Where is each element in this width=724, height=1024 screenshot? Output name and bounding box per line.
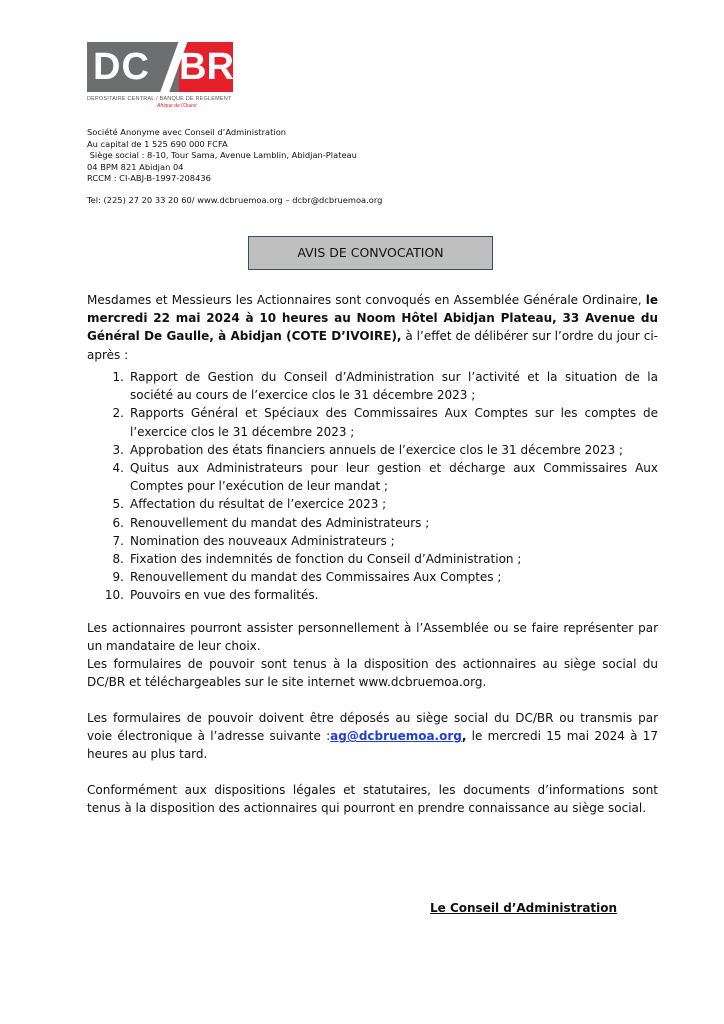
agenda-number: 8. [112,552,124,567]
agenda-number: 5. [112,497,124,512]
agenda-item [100,532,658,550]
company-logo [87,42,233,109]
logo-dc: DC [87,42,179,92]
agenda-number: 2. [112,406,124,421]
agenda-item [100,459,658,495]
agenda-number: 3. [112,442,124,457]
agenda-number: 9. [112,570,124,585]
agenda-item [100,441,658,459]
agenda-text: Approbation des états financiers annuels de l’exercice clos le 31 décembre 2023 ; [130,442,624,457]
logo-subtitle: DEPOSITAIRE CENTRAL / BANQUE DE REGLEMENT [87,96,232,102]
agenda-text: Renouvellement du mandat des Administrateurs ; [130,515,430,530]
email-link[interactable]: ag@dcbruemoa.org [330,729,462,744]
agenda-text: Fixation des indemnités de fonction du Conseil d’Administration ; [130,552,522,567]
agenda-number: 10. [104,588,124,603]
company-line: RCCM : CI-ABJ-B-1997-208436 [87,173,211,184]
agenda-list [100,368,658,605]
intro-text: Mesdames et Messieurs les Actionnaires sont convoqués en Assemblée Générale Ordinaire, [87,293,646,307]
agenda-text: Quitus aux Administrateurs pour leur gestion et décharge aux Commissaires Aux Comptes pour l’exécution de leur mandat ; [130,461,658,494]
company-info [87,127,357,185]
deposit-paragraph [87,709,658,764]
agenda-item [100,514,658,532]
documents-paragraph: Conformément aux dispositions légales et statutaires, les documents d’informations sont tenus à la disposition des actionnaires qui pourront en prendre connaissance au siège social. [87,783,658,816]
signature: Le Conseil d’Administration [430,901,618,915]
intro-text-end: à l’effet de délibérer sur l’ordre du jour ci-après : [87,329,658,362]
logo-mark [87,42,233,92]
notice-title: AVIS DE CONVOCATION [248,236,493,270]
forms-paragraph: Les formulaires de pouvoir sont tenus à la disposition des actionnaires au siège social du DC/BR et téléchargeables sur le site internet www.dcbruemoa.org. [87,657,658,690]
logo-br: BR [179,42,233,92]
agenda-item [100,404,658,440]
agenda-number: 7. [112,533,124,548]
agenda-text: Pouvoirs en vue des formalités. [130,588,319,603]
logo-region: Afrique de l'Ouest [157,103,197,109]
agenda-number: 4. [112,461,124,476]
company-line: Au capital de 1 525 690 000 FCFA [87,138,228,149]
agenda-number: 6. [112,515,124,530]
agenda-item [100,368,658,404]
agenda-text: Rapport de Gestion du Conseil d’Administration sur l’activité et la situation de la société au cours de l’exercice clos le 31 décembre 2023 ; [130,370,658,403]
agenda-item [100,586,658,604]
attendance-paragraph: Les actionnaires pourront assister personnellement à l’Assemblée ou se faire représenter par un mandataire de leur choix. [87,621,658,654]
company-line: Siège social : 8-10, Tour Sama, Avenue Lamblin, Abidjan-Plateau [87,150,357,161]
company-line: 04 BPM 821 Abidjan 04 [87,161,184,172]
company-line: Société Anonyme avec Conseil d’Administration [87,127,287,137]
agenda-text: Nomination des nouveaux Administrateurs ; [130,533,395,548]
agenda-text: Renouvellement du mandat des Commissaires Aux Comptes ; [130,570,502,585]
agenda-item [100,568,658,586]
intro-paragraph [87,291,658,364]
contact-line: Tel: (225) 27 20 33 20 60/ www.dcbruemoa.org – dcbr@dcbruemoa.org [87,195,383,205]
meeting-details: le mercredi 22 mai 2024 à 10 heures au Noom Hôtel Abidjan Plateau, 33 Avenue du Général De Gaulle, à Abidjan (COTE D’IVOIRE), [87,293,658,344]
agenda-number: 1. [112,370,124,384]
agenda-item [100,495,658,513]
deposit-deadline: le mercredi 15 mai 2024 à 17 heures au plus tard. [87,729,658,762]
agenda-text: Rapports Général et Spéciaux des Commissaires Aux Comptes sur les comptes de l’exercice clos le 31 décembre 2023 ; [130,406,658,439]
agenda-item [100,550,658,568]
agenda-text: Affectation du résultat de l’exercice 2023 ; [130,497,387,512]
deposit-text: Les formulaires de pouvoir doivent être déposés au siège social du DC/BR ou transmis par voie électronique à l’adresse suivante : [87,711,658,744]
deposit-comma: , [461,729,467,744]
